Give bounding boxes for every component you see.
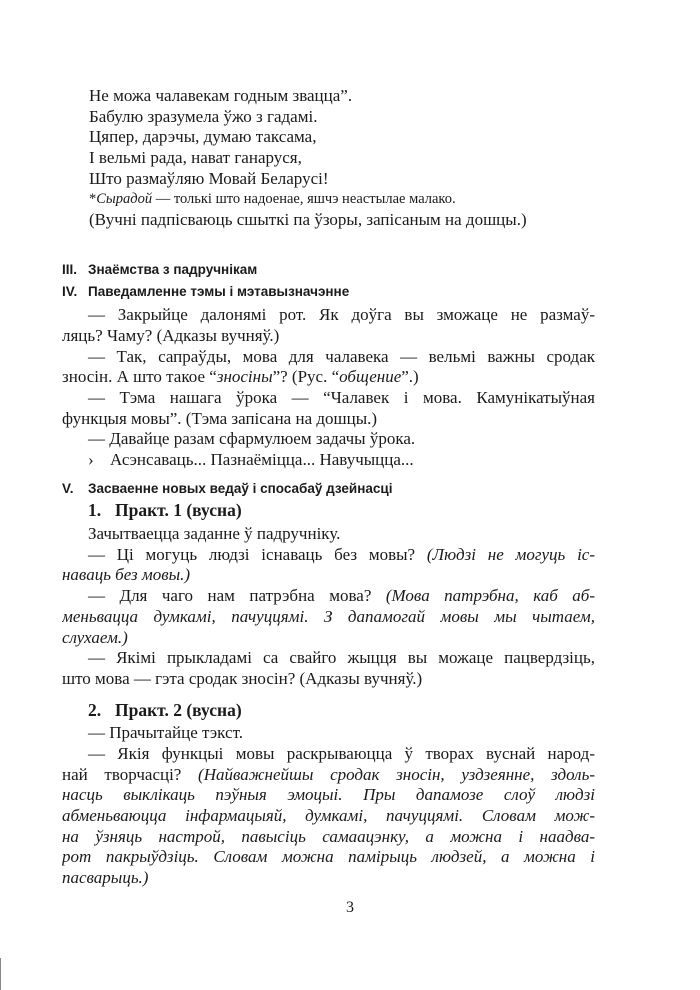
text-line xyxy=(62,586,595,607)
text-line xyxy=(62,785,595,806)
text-segment: * xyxy=(89,191,97,208)
section-title: Паведамленне тэмы і мэтавызначэнне xyxy=(88,283,350,299)
italic-text: зносіны xyxy=(216,367,273,387)
verse-line xyxy=(62,169,595,190)
italic-text: слухаем.) xyxy=(62,627,128,647)
text-line xyxy=(62,388,595,409)
text-line xyxy=(62,409,595,430)
text-segment: І вельмі рада, нават ганаруся, xyxy=(89,148,302,168)
subsection-heading xyxy=(62,500,595,521)
text-segment: — Давайце разам сфармулюем задачы ўрока. xyxy=(88,429,416,449)
text-segment: Цяпер, дарэчы, думаю таксама, xyxy=(89,127,317,147)
text-line xyxy=(62,326,595,347)
page-edge-mark xyxy=(0,958,1,990)
italic-text: (Людзі не могуць іс- xyxy=(426,544,595,564)
text-line xyxy=(62,607,595,628)
text-line xyxy=(62,806,595,827)
text-segment: Асэнсаваць... Пазнаёміцца... Навучыцца... xyxy=(110,450,414,469)
verse-line xyxy=(62,148,595,169)
text-line xyxy=(62,723,595,744)
text-segment: функцыя мовы”. (Тэма запісана на дошцы.) xyxy=(62,408,378,428)
text-line xyxy=(62,669,595,690)
text-segment: — Ці могуць людзі існаваць без мовы? xyxy=(88,544,427,564)
section-number: IV. xyxy=(62,283,78,299)
text-segment: што мова — гэта сродак зносін? (Адказы вучняў.) xyxy=(62,668,423,688)
section-title: Знаёмства з падручнікам xyxy=(88,261,258,277)
text-segment: (Вучні падпісваюць сшыткі па ўзоры, запісаным на дошцы.) xyxy=(89,210,527,230)
section-heading xyxy=(62,282,595,303)
text-segment: — Закрыйце далонямі рот. Як доўга вы зможаце не размаў- xyxy=(88,305,595,325)
text-line xyxy=(62,868,595,889)
text-segment: най творчасці? xyxy=(62,764,199,784)
text-segment: — Якімі прыкладамі са свайго жыцця вы можаце пацвердзіць, xyxy=(88,648,595,668)
italic-text: абменьваюцца інфармацыяй, думкамі, пачуццямі. Словам мож- xyxy=(62,806,595,825)
text-line xyxy=(62,524,595,545)
footnote-line xyxy=(62,189,595,210)
text-line xyxy=(62,565,595,586)
text-segment: ”? (Рус. “ xyxy=(272,367,340,387)
page-number: 3 xyxy=(346,899,354,916)
text-segment: — Для чаго нам патрэбна мова? xyxy=(88,586,386,606)
text-segment: — Прачытайце тэкст. xyxy=(88,723,243,743)
text-line xyxy=(62,367,595,388)
section-number: 2. xyxy=(88,699,102,720)
text-line xyxy=(62,744,595,765)
text-segment: Што размаўляю Мовай Беларусі! xyxy=(89,168,329,188)
text-segment: ляць? Чаму? (Адказы вучняў.) xyxy=(62,325,280,345)
note-line xyxy=(62,210,595,231)
subsection-heading xyxy=(62,700,595,721)
section-number: III. xyxy=(62,261,78,277)
italic-text: рот пакрыўдзіць. Словам можна памірыць людзей, а можна і xyxy=(62,847,595,867)
section-heading xyxy=(62,260,595,281)
text-line xyxy=(62,765,595,786)
text-line xyxy=(62,827,595,848)
text-segment: зносін. А што такое “ xyxy=(62,367,217,387)
italic-text: наваць без мовы.) xyxy=(62,565,191,585)
section-title: Практ. 1 (вусна) xyxy=(115,500,242,521)
verse-line xyxy=(62,127,595,148)
bullet-line xyxy=(62,450,595,471)
section-number: V. xyxy=(62,480,74,496)
italic-text: (Найважнейшы сродак зносін, уздзеянне, здоль- xyxy=(198,764,595,784)
text-segment: Зачытваецца заданне ў падручніку. xyxy=(88,524,341,544)
text-line xyxy=(62,305,595,326)
text-line xyxy=(62,545,595,566)
section-heading xyxy=(62,479,595,500)
text-line xyxy=(62,628,595,649)
bullet-marker: › xyxy=(88,450,94,469)
italic-text: Сырадой xyxy=(96,191,153,208)
italic-text: пасварыць.) xyxy=(62,868,149,888)
text-line xyxy=(62,847,595,868)
text-segment: — Так, сапраўды, мова для чалавека — вельмі важны сродак xyxy=(88,346,595,366)
text-line xyxy=(62,347,595,368)
text-line xyxy=(62,648,595,669)
text-segment: Бабулю зразумела ўжо з гадамі. xyxy=(89,106,318,126)
text-segment: Не можа чалавекам годным звацца”. xyxy=(89,86,353,105)
section-number: 1. xyxy=(88,500,102,521)
italic-text: общение xyxy=(339,367,402,387)
page-body xyxy=(62,86,595,889)
verse-line xyxy=(62,86,595,107)
italic-text: насць выклікаць пэўныя эмоцыі. Пры дапамозе слоў людзі xyxy=(62,785,595,805)
italic-text: (Мова патрэбна, каб аб- xyxy=(385,586,595,606)
text-segment: ”.) xyxy=(401,367,419,387)
section-title: Практ. 2 (вусна) xyxy=(115,699,242,720)
text-segment: — Тэма нашага ўрока — “Чалавек і мова. Камунікатыўная xyxy=(88,387,595,407)
italic-text: меньвацца думкамі, пачуццямі. З дапамогай мовы мы чытаем, xyxy=(62,606,595,626)
text-line xyxy=(62,429,595,450)
section-title: Засваенне новых ведаў і спосабаў дзейнасці xyxy=(88,480,393,496)
verse-line xyxy=(62,107,595,128)
text-segment: — толькі што надоенае, яшчэ неастылае малако. xyxy=(152,191,456,208)
italic-text: на ўзняць настрой, павысіць самаацэнку, а можна і наадва- xyxy=(62,826,595,846)
text-segment: — Якія функцыі мовы раскрываюцца ў творах вуснай народ- xyxy=(88,743,595,763)
